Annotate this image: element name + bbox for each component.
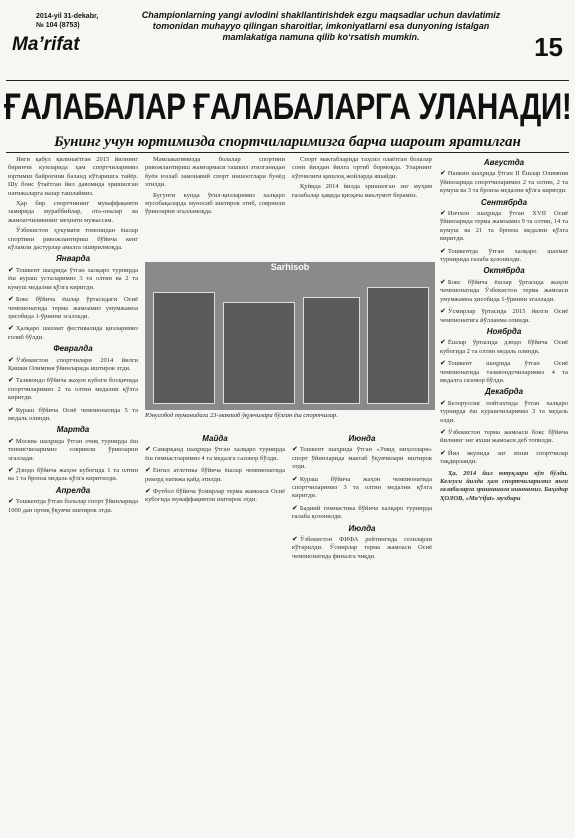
list-item: ✔ Самарқанд шаҳрида ўтган халқаро турнирда ёш гимнастларимиз 4 та медалга сазовор бўлди. bbox=[145, 445, 285, 463]
month-heading-july: Июлда bbox=[348, 523, 376, 533]
list-item: ✔ Тошкент шаҳрида ўтган Осиё чемпионатида таэквондочиларимиз 4 та медалга сазовор бўлди. bbox=[440, 359, 568, 385]
list-item: ✔ Ҳалқаро шахмат фестивалида қизларимиз ғолиб бўлди. bbox=[8, 324, 138, 342]
intro-paragraph: Ҳар бир спортчининг муваффақияти замирида мураббийлар, ота-оналар ва жамоатчиликнинг меҳнати мужассам. bbox=[8, 200, 138, 224]
newspaper-logo: Ma’rifat bbox=[12, 34, 80, 55]
intro-paragraph: Спорт мактабларида таҳсил олаётган болалар сони йилдан йилга ортиб бормоқда. Уларнинг кўпчилиги қишлоқ жойларда яшайди. bbox=[292, 156, 432, 180]
list-item: ✔ Кураш бўйича Осиё чемпионатида 5 та медаль олинди. bbox=[8, 406, 138, 424]
intro-paragraph: Бугунги кунда ўғил-қизларимиз халқаро мусобақаларда муносиб иштирок этиб, совринли ўринларни эгалламоқда. bbox=[145, 191, 285, 216]
list-item: ✔ Тошкентда ўтган болалар спорт ўйинларида 1000 дан ортиқ ўқувчи иштирок этди. bbox=[8, 497, 138, 515]
masthead-tagline: Championlarning yangi avlodini shakllantirishdek ezgu maqsadlar uchun davlatimiz tomonidan muhayyo qilingan sharoitlar, imkoniyatlarni esa dunyoning istalgan mamlakatiga namuna qilib ko‘rsatish mumkin. bbox=[141, 10, 501, 42]
month-heading-november: Ноябрда bbox=[486, 326, 522, 336]
list-item: ✔ Москва шаҳрида ўтган очиқ турнирда ёш теннисчиларимиз совринли ўринларни эгаллади. bbox=[8, 437, 138, 463]
intro-paragraph: Янги қабул қилинаётган 2015 йилнинг биринчи кунларида ҳам спортчиларимиз юртимиз байроғини баланд кўтаришга тайёр. Шу боис ўтаётган йил давомида эришилган натижаларга назар ташлаймиз. bbox=[8, 156, 138, 197]
list-item: ✔ Кураш бўйича жаҳон чемпионатида спортчиларимиз 3 та олтин медални қўлга киритди. bbox=[292, 475, 432, 501]
photo-athlete bbox=[367, 287, 429, 404]
month-heading-march: Мартда bbox=[56, 425, 90, 435]
month-heading-december: Декабрда bbox=[484, 387, 524, 397]
list-item: ✔ Ёшлар ўртасида дзюдо бўйича Осиё кубогида 2 та олтин медаль олинди. bbox=[440, 338, 568, 356]
list-item: ✔ Ўзбекистон ФИФА рейтингида сезиларли кўтарилди. Ўсмирлар терма жамоаси Осиё чемпионатида финалга чиқди. bbox=[292, 535, 432, 561]
month-heading-june: Июнда bbox=[348, 434, 376, 443]
list-item: ✔ Ўзбекистон спортчилари 2014 йилги Қишки Олимпия ўйинларида иштирок этди. bbox=[8, 356, 138, 374]
column-2-bottom bbox=[145, 432, 285, 832]
column-3-bottom bbox=[292, 432, 432, 832]
photo-caption: Юнусобод туманидаги 23-мактаб ўқувчилари бўлган ёш спортчилар. bbox=[145, 412, 338, 419]
list-item: ✔ Футбол бўйича ўсмирлар терма жамоаси Осиё кубогида муваффақиятли иштирок этди. bbox=[145, 487, 285, 505]
masthead bbox=[6, 4, 569, 74]
issue-date: 2014-yil 31-dekabr, bbox=[36, 13, 99, 20]
list-item: ✔ Тошкент шаҳрида ўтган «Умид ниҳоллари» спорт ўйинларида мактаб ўқувчилари иштирок этди. bbox=[292, 445, 432, 471]
article-photo bbox=[145, 262, 435, 410]
article-subtitle: Бунинг учун юртимизда спортчиларимизга барча шароит яратилган bbox=[54, 134, 521, 150]
list-item: ✔ Тошкент шаҳрида ўтган халқаро турнирда ёш кураш усталаримиз 3 та олтин ва 2 та кумуш медални қўлга киритди. bbox=[8, 266, 138, 292]
list-item: ✔ Белоруссия пойтахтида ўтган халқаро турнирда ёш курашчиларимиз 3 та медаль олди. bbox=[440, 399, 568, 425]
article-headline: ҒАЛАБАЛАР ҒАЛАБАЛАРГА УЛАНАДИ! bbox=[4, 86, 572, 127]
intro-paragraph: Ўзбекистон ҳукумати томонидан ёшлар спортини ривожлантириш бўйича кенг кўламли дастурлар амалга оширилмоқда. bbox=[8, 227, 138, 252]
photo-athlete bbox=[153, 292, 215, 404]
month-heading-september: Сентябрда bbox=[480, 197, 528, 207]
month-heading-may: Майда bbox=[202, 434, 228, 443]
list-item: ✔ Бокс бўйича ёшлар ўртасидаги Осиё чемпионатида терма жамоамиз умумжамоа ҳисобида 1-ўринни эгаллади. bbox=[8, 295, 138, 321]
column-3-top bbox=[292, 156, 432, 260]
month-heading-february: Февралда bbox=[53, 344, 93, 354]
list-item: ✔ Ўсмирлар ўртасида 2015 йилги Осиё чемпионатига йўлланма олинди. bbox=[440, 307, 568, 325]
closing-paragraph: Ҳа, 2014 йил ютуқлари кўп бўлди. Келгуси йилда ҳам спортчиларимиз янги ғалабаларга эришишига ишонамиз. Баҳодир ҲОЛОВ, «Ma’rifat» мухбири bbox=[440, 469, 568, 502]
page-number: 15 bbox=[534, 32, 563, 62]
list-item: ✔ Енгил атлетика бўйича ёшлар чемпионатида рекорд натижа қайд этилди. bbox=[145, 466, 285, 484]
column-1 bbox=[8, 156, 138, 832]
photo-athlete bbox=[303, 297, 360, 404]
list-item: ✔ Бокс бўйича ёшлар ўртасида жаҳон чемпионатида Ўзбекистон терма жамоаси умумжамоа ҳисобида 1-ўринни эгаллади. bbox=[440, 278, 568, 304]
photo-label: Sarhisob bbox=[270, 262, 310, 272]
issue-meta bbox=[36, 12, 98, 30]
list-item: ✔ Инчхон шаҳрида ўтган XVII Осиё ўйинларида терма жамоамиз 9 та олтин, 14 та кумуш ва 21 та бронза медални қўлга киритди. bbox=[440, 209, 568, 244]
intro-paragraph: Қуйида 2014 йилда эришилган энг муҳим ғалабалар ҳақида қисқача маълумот берамиз. bbox=[292, 183, 432, 199]
column-4 bbox=[440, 156, 568, 832]
list-item: ✔ Тошкентда ўтган халқаро шахмат турнирида ғалаба қозонилди. bbox=[440, 247, 568, 265]
intro-paragraph: Мамлакатимизда болалар спортини ривожлантириш жамғармаси ташкил этилганидан буён юзлаб замонавий спорт иншоотлари бунёд этилди. bbox=[145, 156, 285, 189]
masthead-divider bbox=[6, 80, 569, 81]
photo-athlete bbox=[223, 302, 295, 404]
month-heading-august: Августда bbox=[483, 158, 525, 167]
column-2-top bbox=[145, 156, 285, 260]
month-heading-april: Апрелда bbox=[55, 485, 91, 495]
list-item: ✔ Дзюдо бўйича жаҳон кубогида 1 та олтин ва 1 та бронза медаль қўлга киритилди. bbox=[8, 466, 138, 484]
month-heading-october: Октябрда bbox=[483, 266, 525, 276]
issue-number: № 104 (8753) bbox=[36, 22, 80, 29]
list-item: ✔ Ўзбекистон терма жамоаси бокс бўйича йилнинг энг яхши жамоаси деб топилди. bbox=[440, 428, 568, 446]
month-heading-january: Январда bbox=[55, 254, 91, 264]
list-item: ✔ Бадиий гимнастика бўйича халқаро турнирда ғалаба қозонилди. bbox=[292, 504, 432, 522]
subtitle-divider bbox=[6, 152, 569, 153]
list-item: ✔ Нанкин шаҳрида ўтган II Ёшлар Олимпия ўйинларида спортчиларимиз 2 та олтин, 2 та кумуш ва 3 та бронза медални қўлга киритди. bbox=[440, 169, 568, 195]
list-item: ✔ Йил якунида энг яхши спортчилар тақдирланди. bbox=[440, 449, 568, 467]
list-item: ✔ Таэквондо бўйича жаҳон кубоги босқичида спортчиларимиз 2 та олтин медални қўлга киритди. bbox=[8, 376, 138, 402]
